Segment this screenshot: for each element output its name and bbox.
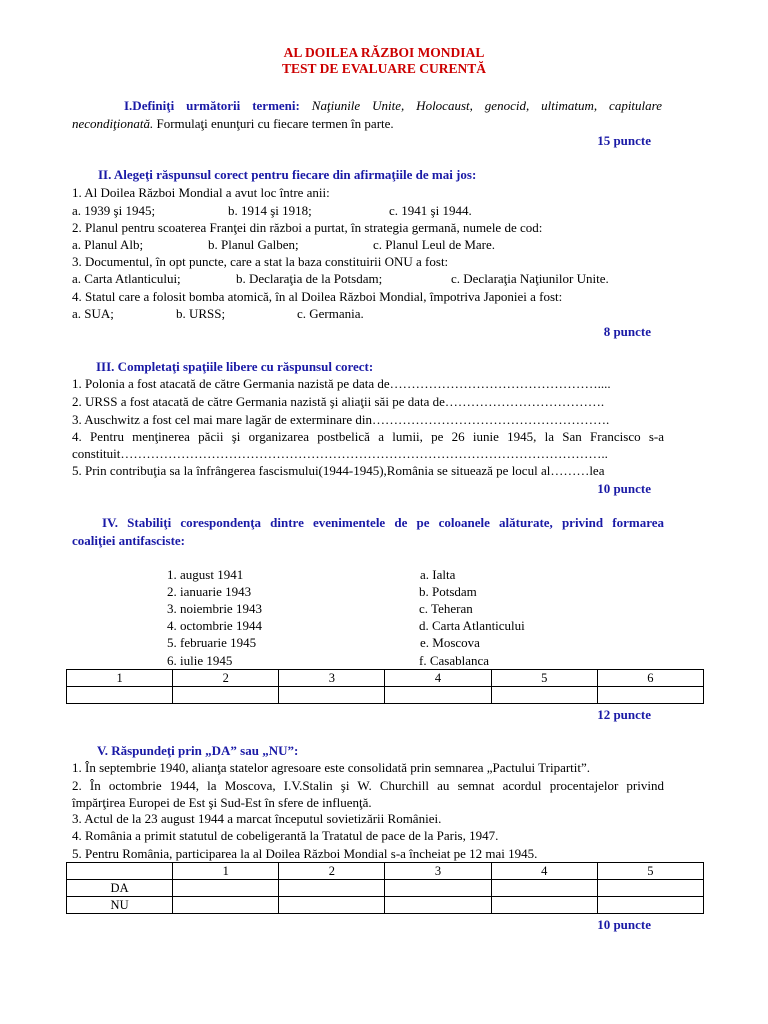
match-left-1: 1. august 1941 — [167, 567, 244, 582]
fill-line-4: 4. Pentru menţinerea păcii şi organizarea postbelică a lumii, pe 26 iunie 1945, la San Francisco s-a — [72, 429, 664, 444]
q2-3-b: b. Declaraţia de la Potsdam; — [236, 271, 383, 286]
section-5-heading: V. Răspundeţi prin „DA” sau „NU”: — [97, 743, 299, 758]
answer-cell[interactable] — [173, 897, 279, 914]
match-right-f: f. Casablanca — [419, 653, 490, 668]
row-label-nu: NU — [67, 897, 173, 914]
answer-cell[interactable] — [597, 880, 703, 897]
fill-line-4b: constituit………………………………………………………………………………………………….. — [72, 446, 608, 461]
table-header-cell: 5 — [597, 863, 703, 880]
table-header-cell: 1 — [173, 863, 279, 880]
table-header-cell: 6 — [597, 670, 703, 687]
q2-4-c: c. Germania. — [297, 306, 364, 321]
answer-cell[interactable] — [173, 687, 279, 704]
section-2-points: 8 puncte — [603, 324, 651, 339]
statement-4: 4. România a primit statutul de cobeligerantă la Tratatul de pace de la Paris, 1947. — [72, 828, 499, 843]
answer-cell[interactable] — [491, 687, 597, 704]
table-row — [67, 863, 704, 880]
match-left-5: 5. februarie 1945 — [167, 635, 257, 650]
table-row — [67, 687, 704, 704]
match-right-d: d. Carta Atlanticului — [419, 618, 525, 633]
table-header-cell: 5 — [491, 670, 597, 687]
q2-1-a: a. 1939 şi 1945; — [72, 203, 156, 218]
q2-1-b: b. 1914 şi 1918; — [228, 203, 312, 218]
q2-1: 1. Al Doilea Război Mondial a avut loc între anii: — [72, 185, 330, 200]
fill-line-3: 3. Auschwitz a fost cel mai mare lagăr de exterminare din………………………………………………. — [72, 412, 610, 427]
match-right-b: b. Potsdam — [419, 584, 477, 599]
section-1-heading: I.Definiţi următorii termeni: — [124, 98, 300, 113]
answer-cell[interactable] — [279, 880, 385, 897]
section-1-terms: Naţiunile Unite, Holocaust, genocid, ultimatum, capitulare — [311, 98, 663, 113]
statement-1: 1. În septembrie 1940, alianţa statelor agresoare este consolidată prin semnarea „Pactului Tripartit”. — [72, 760, 591, 775]
table-header-cell: 1 — [67, 670, 173, 687]
q2-1-c: c. 1941 şi 1944. — [389, 203, 472, 218]
q2-2: 2. Planul pentru scoaterea Franţei din război a purtat, în strategia germană, numele de cod: — [72, 220, 543, 235]
table-row — [67, 670, 704, 687]
table-row — [67, 880, 704, 897]
q2-4-b: b. URSS; — [176, 306, 226, 321]
match-left-3: 3. noiembrie 1943 — [167, 601, 262, 616]
section-1-points: 15 puncte — [597, 133, 651, 148]
section-4-points: 12 puncte — [597, 707, 651, 722]
fill-line-1: 1. Polonia a fost atacată de către Germania nazistă pe data de………………………………………….... — [72, 376, 611, 391]
q2-2-b: b. Planul Galben; — [208, 237, 299, 252]
answer-cell[interactable] — [279, 897, 385, 914]
section-4-heading: IV. Stabiliţi corespondenţa dintre evenimentele de pe coloanele alăturate, privind formarea — [102, 515, 664, 530]
table-header-cell: 4 — [385, 670, 491, 687]
fill-line-5: 5. Prin contribuţia sa la înfrângerea fascismului(1944-1945),România se situează pe locul al………lea — [72, 463, 605, 478]
da-nu-answer-table — [66, 862, 704, 914]
table-row — [67, 897, 704, 914]
section-1-line-2 — [72, 116, 394, 131]
section-1-line-1 — [72, 98, 662, 113]
answer-cell[interactable] — [385, 897, 491, 914]
page-title: AL DOILEA RĂZBOI MONDIAL — [283, 45, 485, 60]
match-left-4: 4. octombrie 1944 — [167, 618, 262, 633]
section-1-instruction: Formulaţi enunţuri cu fiecare termen în parte. — [156, 116, 394, 131]
answer-cell[interactable] — [385, 880, 491, 897]
answer-cell[interactable] — [597, 687, 703, 704]
table-header-cell: 3 — [279, 670, 385, 687]
match-left-6: 6. iulie 1945 — [167, 653, 233, 668]
answer-cell[interactable] — [491, 880, 597, 897]
section-3-points: 10 puncte — [597, 481, 651, 496]
answer-cell[interactable] — [597, 897, 703, 914]
table-header-cell: 2 — [173, 670, 279, 687]
q2-2-c: c. Planul Leul de Mare. — [373, 237, 496, 252]
statement-3: 3. Actul de la 23 august 1944 a marcat începutul sovietizării României. — [72, 811, 442, 826]
section-5-points: 10 puncte — [597, 917, 651, 932]
table-header-cell: 4 — [491, 863, 597, 880]
section-1-terms-end: necondiţionată. — [72, 116, 154, 131]
row-label-da: DA — [67, 880, 173, 897]
q2-3: 3. Documentul, în opt puncte, care a stat la baza constituirii ONU a fost: — [72, 254, 449, 269]
section-4-heading-cont: coaliţiei antifasciste: — [72, 533, 185, 548]
q2-4-a: a. SUA; — [72, 306, 114, 321]
fill-line-2: 2. URSS a fost atacată de către Germania nazistă şi aliaţii săi pe data de………………………………. — [72, 394, 605, 409]
q2-2-a: a. Planul Alb; — [72, 237, 144, 252]
answer-cell[interactable] — [173, 880, 279, 897]
table-header-cell: 3 — [385, 863, 491, 880]
match-right-a: a. Ialta — [420, 567, 456, 582]
match-right-e: e. Moscova — [420, 635, 480, 650]
answer-cell[interactable] — [279, 687, 385, 704]
match-right-c: c. Teheran — [419, 601, 473, 616]
statement-2: 2. În octombrie 1944, la Moscova, I.V.Stalin şi W. Churchill au semnat acordul procentajelor privind — [72, 778, 664, 793]
section-3-heading: III. Completaţi spaţiile libere cu răspunsul corect: — [96, 359, 374, 374]
page-subtitle: TEST DE EVALUARE CURENTĂ — [282, 61, 486, 76]
match-left-2: 2. ianuarie 1943 — [167, 584, 252, 599]
answer-cell[interactable] — [491, 897, 597, 914]
q2-3-c: c. Declaraţia Naţiunilor Unite. — [451, 271, 609, 286]
statement-5: 5. Pentru România, participarea la al Doilea Război Mondial s-a încheiat pe 12 mai 1945. — [72, 846, 538, 861]
table-header-cell: 2 — [279, 863, 385, 880]
table-corner-cell — [67, 863, 173, 880]
q2-4: 4. Statul care a folosit bomba atomică, în al Doilea Război Mondial, împotriva Japoniei a fost: — [72, 289, 563, 304]
q2-3-a: a. Carta Atlanticului; — [72, 271, 181, 286]
answer-cell[interactable] — [67, 687, 173, 704]
answer-cell[interactable] — [385, 687, 491, 704]
matching-answer-table — [66, 669, 704, 704]
section-2-heading: II. Alegeţi răspunsul corect pentru fiecare din afirmaţiile de mai jos: — [98, 167, 477, 182]
statement-2-cont: împărţirea Europei de Est şi Sud-Est în sfere de influenţă. — [72, 795, 372, 810]
